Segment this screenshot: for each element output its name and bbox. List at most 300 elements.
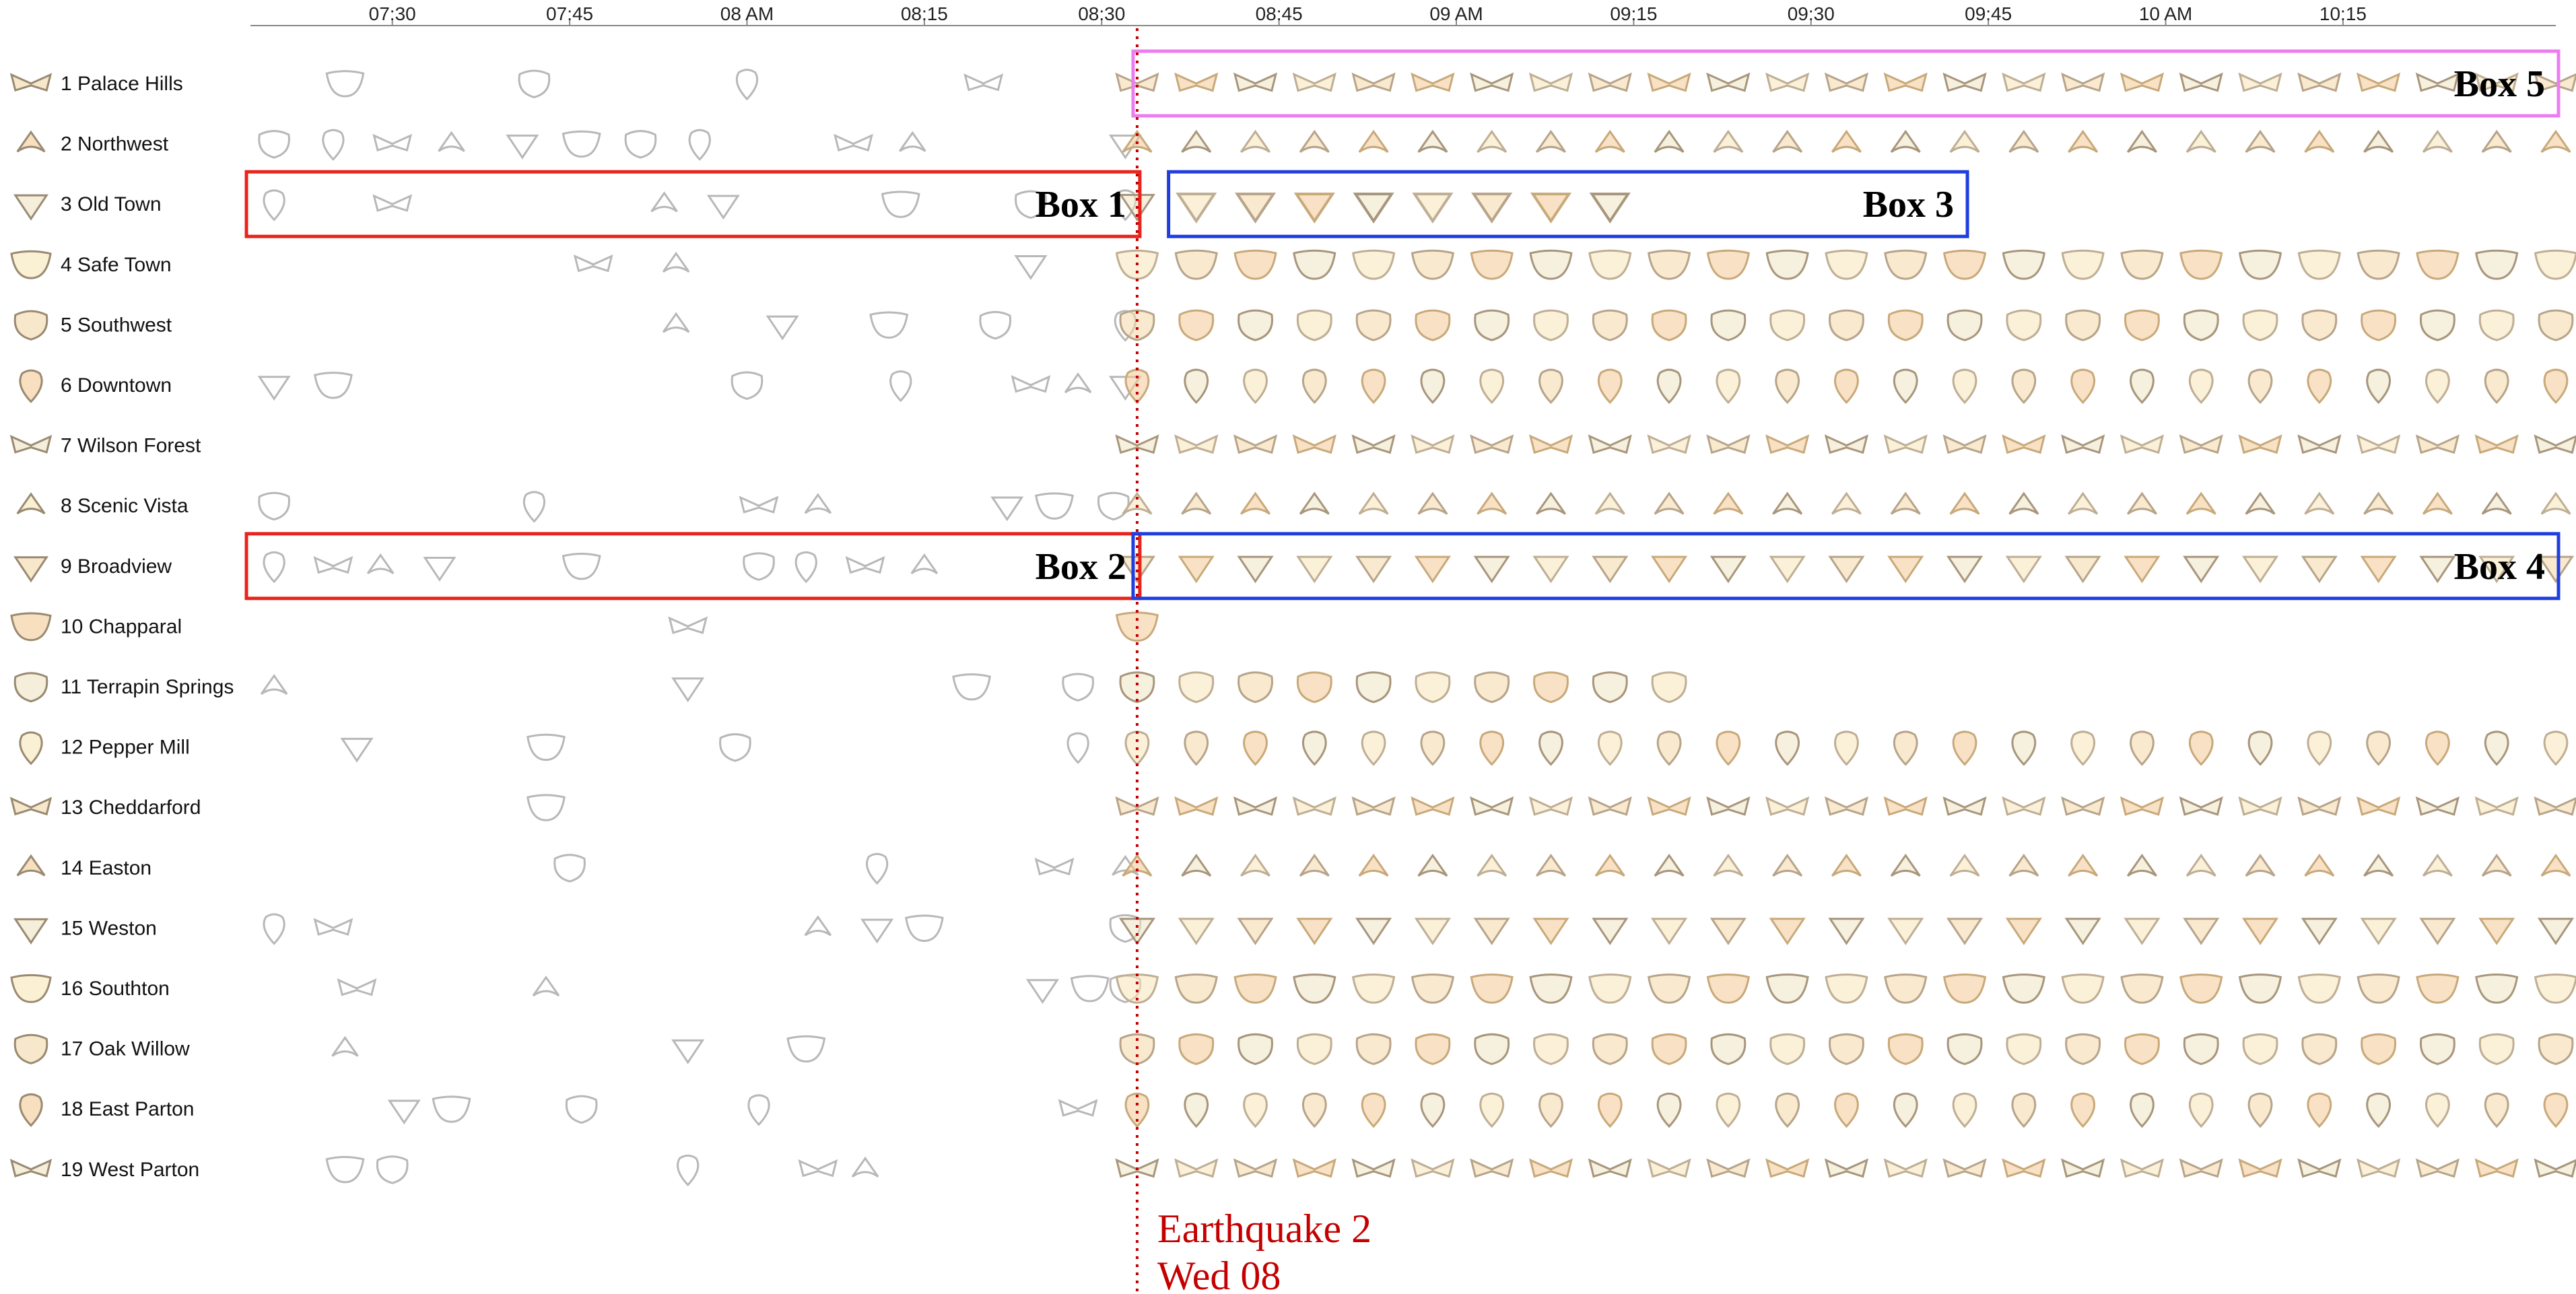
glyph-6-0838: [1185, 370, 1208, 403]
glyph-7-0843: [1235, 436, 1276, 452]
glyph-3-0908: [1533, 194, 1569, 221]
glyph-12-0928: [1776, 732, 1799, 765]
glyph-7-1008: [2240, 436, 2281, 452]
glyph-2-1033: [2542, 131, 2571, 151]
glyph-3-0853: [1355, 194, 1392, 221]
glyph-2-0809: [835, 135, 871, 150]
glyph-8-0826: [1036, 493, 1073, 518]
glyph-16-0953: [2062, 974, 2103, 1002]
glyph-9-0853: [1357, 557, 1390, 581]
glyph-6-0913: [1598, 370, 1621, 403]
glyph-6-0923: [1717, 370, 1740, 403]
glyph-8-1033: [2542, 493, 2571, 514]
glyph-13-1028: [2476, 798, 2517, 815]
glyph-18-1008: [2249, 1093, 2272, 1126]
glyph-16-1033: [2536, 974, 2576, 1002]
glyph-13-0838: [1176, 798, 1217, 815]
glyph-5-0853: [1357, 310, 1390, 340]
glyph-15-0918: [1653, 919, 1686, 943]
glyph-1-0742: [519, 71, 549, 97]
region-label: 7 Wilson Forest: [61, 434, 201, 457]
region-thumbnail-glyph: [20, 733, 42, 763]
glyph-18-1023: [2426, 1093, 2449, 1126]
glyph-6-1008: [2249, 370, 2272, 403]
glyph-8-0943: [1951, 493, 1979, 514]
glyph-18-0853: [1362, 1093, 1385, 1126]
glyph-12-1018: [2367, 732, 2390, 765]
glyph-18-0735: [433, 1097, 469, 1122]
glyph-4-0923: [1707, 250, 1749, 279]
region-thumbnail-glyph: [11, 437, 50, 452]
region-label: 3 Old Town: [61, 193, 162, 216]
region-label: 8 Scenic Vista: [61, 495, 189, 518]
glyph-6-0848: [1303, 370, 1326, 403]
glyph-12-0958: [2131, 732, 2154, 765]
glyph-18-1018: [2367, 1093, 2390, 1126]
glyph-19-0755: [678, 1155, 698, 1185]
glyph-7-0908: [1530, 436, 1571, 452]
glyph-3-0758: [709, 196, 739, 218]
glyph-9-0801: [744, 553, 774, 580]
glyph-5-1028: [2480, 310, 2513, 340]
glyph-13-1033: [2536, 798, 2576, 815]
glyph-18-1003: [2190, 1093, 2212, 1126]
glyph-16-0838: [1176, 974, 1217, 1002]
region-thumbnail-glyph: [11, 251, 50, 278]
glyph-13-0918: [1649, 798, 1690, 815]
region-thumbnail-glyph: [18, 132, 45, 151]
glyph-3-0913: [1592, 194, 1628, 221]
glyph-1-1018: [2358, 74, 2399, 90]
glyph-4-0858: [1412, 250, 1453, 279]
region-thumbnail-glyph: [18, 856, 45, 875]
glyph-9-0838: [1180, 557, 1213, 581]
glyph-17-1023: [2420, 1034, 2454, 1064]
glyph-19-0810: [852, 1158, 878, 1176]
glyph-17-0948: [2007, 1034, 2041, 1064]
glyph-2-1018: [2364, 131, 2393, 151]
glyph-16-0825: [1028, 980, 1058, 1002]
x-tick-label: 09 AM: [1429, 3, 1483, 24]
region-label: 10 Chapparal: [61, 615, 182, 638]
glyph-17-0755: [673, 1040, 703, 1062]
glyph-13-0903: [1471, 798, 1512, 815]
glyph-8-0822: [992, 498, 1022, 520]
glyph-18-0948: [2012, 1093, 2035, 1126]
glyph-19-1008: [2240, 1160, 2281, 1176]
glyph-19-0913: [1590, 1160, 1631, 1176]
glyph-15-0838: [1180, 919, 1213, 943]
glyph-19-0730: [377, 1157, 407, 1183]
glyph-6-0918: [1658, 370, 1681, 403]
region-label: 19 West Parton: [61, 1158, 200, 1181]
region-thumbnail-glyph: [15, 1035, 47, 1063]
annotation-box-label: Box 5: [2453, 63, 2545, 105]
glyph-16-0938: [1885, 974, 1926, 1002]
glyph-4-0948: [2003, 250, 2044, 279]
annotation-box: [246, 534, 1140, 599]
glyph-17-0918: [1652, 1034, 1686, 1064]
glyph-6-0813: [891, 372, 911, 401]
glyph-16-1028: [2476, 974, 2517, 1002]
glyph-17-0913: [1593, 1034, 1627, 1064]
x-tick-label: 08:45: [1255, 3, 1303, 24]
glyph-7-0858: [1412, 436, 1453, 452]
glyph-10-0755: [669, 618, 706, 633]
glyph-8-0958: [2128, 493, 2157, 514]
event-label-date: Wed 08: [1157, 1254, 1281, 1294]
glyph-19-1013: [2299, 1160, 2340, 1176]
glyph-7-1023: [2417, 436, 2458, 452]
glyph-11-0913: [1593, 673, 1627, 702]
region-thumbnail-glyph: [11, 798, 50, 814]
glyph-17-0938: [1889, 1034, 1922, 1064]
glyph-15-0806: [805, 917, 831, 935]
region-label: 11 Terrapin Springs: [61, 676, 234, 698]
glyph-1-0918: [1649, 74, 1690, 90]
glyph-3-0903: [1474, 194, 1510, 221]
glyph-7-1013: [2299, 436, 2340, 452]
x-tick-label: 10:15: [2319, 3, 2367, 24]
glyph-8-0853: [1359, 493, 1388, 514]
glyph-12-0908: [1540, 732, 1563, 765]
glyph-4-0913: [1590, 250, 1631, 279]
region-label: 16 Southton: [61, 978, 170, 1000]
glyph-9-1018: [2362, 557, 2395, 581]
glyph-12-0838: [1185, 732, 1208, 765]
glyph-6-0824: [1013, 377, 1049, 392]
x-tick-label: 08:30: [1078, 3, 1126, 24]
glyph-14-0908: [1536, 856, 1565, 876]
glyph-17-0953: [2066, 1034, 2100, 1064]
x-tick-label: 09:45: [1965, 3, 2012, 24]
region-thumbnail-glyph: [11, 613, 50, 640]
glyph-15-0815: [906, 916, 943, 941]
glyph-15-0858: [1417, 919, 1450, 943]
region-label: 15 Weston: [61, 917, 157, 940]
glyph-12-0858: [1421, 732, 1444, 765]
glyph-13-0848: [1294, 798, 1335, 815]
glyph-18-0953: [2072, 1093, 2095, 1126]
glyph-9-1008: [2244, 557, 2277, 581]
glyph-5-0821: [980, 312, 1011, 338]
glyph-6-0843: [1244, 370, 1267, 403]
glyph-16-1023: [2417, 974, 2458, 1002]
glyph-17-0958: [2125, 1034, 2159, 1064]
glyph-14-0826: [1036, 860, 1073, 875]
glyph-13-1003: [2181, 798, 2222, 815]
glyph-11-0918: [1652, 673, 1686, 702]
glyph-7-0933: [1826, 436, 1867, 452]
glyph-19-0838: [1176, 1160, 1217, 1176]
glyph-5-0918: [1652, 310, 1686, 340]
glyph-14-1003: [2187, 856, 2216, 876]
glyph-4-0958: [2122, 250, 2163, 279]
glyph-19-0848: [1294, 1160, 1335, 1176]
glyph-19-0953: [2062, 1160, 2103, 1176]
glyph-2-0913: [1596, 131, 1625, 151]
glyph-15-0913: [1594, 919, 1627, 943]
glyph-2-0735: [438, 133, 464, 151]
glyph-4-1003: [2181, 250, 2222, 279]
glyph-13-0843: [1235, 798, 1276, 815]
glyph-5-0913: [1593, 310, 1627, 340]
glyph-17-1028: [2480, 1034, 2513, 1064]
glyph-8-1003: [2187, 493, 2216, 514]
glyph-5-0953: [2066, 310, 2100, 340]
glyph-9-0933: [1830, 557, 1863, 581]
glyph-12-0918: [1658, 732, 1681, 765]
glyph-18-0923: [1717, 1093, 1740, 1126]
glyph-16-0853: [1353, 974, 1394, 1002]
glyph-6-1023: [2426, 370, 2449, 403]
glyph-7-0928: [1767, 436, 1808, 452]
glyph-17-1003: [2184, 1034, 2218, 1064]
glyph-8-0918: [1655, 493, 1684, 514]
glyph-5-0938: [1889, 310, 1922, 340]
glyph-16-0923: [1707, 974, 1749, 1002]
glyph-15-0938: [1889, 919, 1922, 943]
glyph-18-1013: [2308, 1093, 2331, 1126]
glyph-12-0828: [1068, 733, 1088, 763]
region-label: 4 Safe Town: [61, 253, 172, 276]
glyph-12-0843: [1244, 732, 1267, 765]
glyph-15-0811: [862, 920, 892, 942]
region-label: 12 Pepper Mill: [61, 736, 190, 759]
glyph-8-1008: [2246, 493, 2275, 514]
glyph-16-0913: [1590, 974, 1631, 1002]
glyph-5-1018: [2362, 310, 2396, 340]
glyph-1-0843: [1235, 74, 1276, 90]
glyph-9-0805: [796, 552, 816, 582]
glyph-18-0848: [1303, 1093, 1326, 1126]
glyph-2-1003: [2187, 131, 2216, 151]
glyph-1-0726: [327, 71, 363, 96]
glyph-7-0938: [1885, 436, 1926, 452]
glyph-11-0755: [673, 679, 703, 701]
glyph-3-0838: [1178, 194, 1215, 221]
glyph-4-0853: [1353, 250, 1394, 279]
annotation-box-label: Box 1: [1035, 184, 1126, 226]
glyph-4-0928: [1767, 250, 1808, 279]
glyph-2-0756: [689, 130, 710, 160]
glyph-2-0953: [2068, 131, 2097, 151]
glyph-9-0903: [1475, 557, 1508, 581]
glyph-15-0928: [1771, 919, 1804, 943]
glyph-5-0933: [1830, 310, 1864, 340]
glyph-18-0838: [1185, 1093, 1208, 1126]
glyph-1-0848: [1294, 74, 1335, 90]
glyph-11-0828: [1063, 674, 1093, 700]
glyph-9-0720: [264, 552, 284, 582]
glyph-18-0908: [1540, 1093, 1563, 1126]
glyph-5-1033: [2539, 310, 2573, 340]
region-legend: [11, 73, 234, 1181]
glyph-12-1028: [2485, 732, 2508, 765]
glyph-17-1008: [2243, 1034, 2277, 1064]
glyph-2-0751: [625, 131, 656, 158]
glyph-8-0742: [524, 492, 544, 522]
glyph-3-0720: [264, 191, 284, 220]
glyph-7-0948: [2003, 436, 2044, 452]
glyph-17-0726: [332, 1037, 358, 1056]
glyph-19-1023: [2417, 1160, 2458, 1176]
glyph-2-0853: [1359, 131, 1388, 151]
glyph-1-0928: [1767, 74, 1808, 90]
glyph-7-0923: [1707, 436, 1749, 452]
glyph-13-1008: [2240, 798, 2281, 815]
glyph-9-0810: [847, 558, 883, 573]
glyph-17-0908: [1534, 1034, 1568, 1064]
glyph-19-0908: [1530, 1160, 1571, 1176]
glyph-18-0938: [1894, 1093, 1917, 1126]
glyph-8-1018: [2364, 493, 2393, 514]
glyph-7-1028: [2476, 436, 2517, 452]
glyph-15-1003: [2185, 919, 2218, 943]
glyph-9-0913: [1594, 557, 1627, 581]
annotation-box: [1169, 172, 1967, 236]
glyph-14-0943: [1951, 856, 1979, 876]
glyph-5-1008: [2243, 310, 2277, 340]
region-label: 13 Cheddarford: [61, 796, 201, 819]
glyph-4-0903: [1471, 250, 1512, 279]
glyph-9-0815: [912, 555, 937, 573]
glyph-8-0858: [1419, 493, 1448, 514]
glyph-14-0923: [1714, 856, 1743, 876]
glyph-15-1028: [2480, 919, 2513, 943]
glyph-6-1003: [2190, 370, 2212, 403]
annotation-box: [246, 172, 1140, 236]
glyph-9-1003: [2185, 557, 2218, 581]
glyph-9-0918: [1653, 557, 1686, 581]
glyph-17-0853: [1357, 1034, 1390, 1064]
glyph-4-0938: [1885, 250, 1926, 279]
glyph-19-0958: [2122, 1160, 2163, 1176]
glyph-3-0813: [883, 192, 919, 217]
glyph-17-1013: [2303, 1034, 2336, 1064]
glyph-9-1023: [2421, 557, 2454, 581]
region-thumbnail-glyph: [15, 919, 46, 943]
glyph-9-0948: [2008, 557, 2041, 581]
glyph-8-0948: [2010, 493, 2039, 514]
glyph-4-0953: [2062, 250, 2103, 279]
glyph-12-0913: [1598, 732, 1621, 765]
region-thumbnail-glyph: [15, 311, 47, 339]
glyph-17-0933: [1830, 1034, 1864, 1064]
glyph-2-0725: [323, 130, 343, 160]
glyph-2-1028: [2482, 131, 2511, 151]
x-tick-label: 08 AM: [720, 3, 774, 24]
glyph-12-0848: [1303, 732, 1326, 765]
glyph-2-0720: [259, 131, 290, 158]
glyph-6-0903: [1481, 370, 1503, 403]
glyph-7-1018: [2358, 436, 2399, 452]
glyph-15-0853: [1357, 919, 1390, 943]
glyph-7-0913: [1590, 436, 1631, 452]
glyph-11-0848: [1297, 673, 1331, 702]
glyph-1-1003: [2181, 74, 2222, 90]
region-thumbnail-glyph: [18, 494, 45, 514]
glyph-12-0933: [1835, 732, 1858, 765]
x-tick-label: 10 AM: [2138, 3, 2193, 24]
glyph-2-0933: [1832, 131, 1861, 151]
glyph-4-0747: [575, 257, 611, 271]
glyph-16-0958: [2122, 974, 2163, 1002]
glyph-6-0828: [1065, 374, 1091, 393]
glyph-11-0858: [1416, 673, 1450, 702]
glyph-19-0928: [1767, 1160, 1808, 1176]
glyph-18-0933: [1835, 1093, 1858, 1126]
glyph-8-0923: [1714, 493, 1743, 514]
glyph-6-0928: [1776, 370, 1799, 403]
glyph-5-0908: [1534, 310, 1568, 340]
region-label: 9 Broadview: [61, 555, 172, 578]
glyph-8-0720: [259, 493, 290, 519]
glyph-7-0958: [2122, 436, 2163, 452]
glyph-2-0730: [374, 135, 411, 150]
glyph-14-0958: [2128, 856, 2157, 876]
glyph-2-0918: [1655, 131, 1684, 151]
glyph-2-1023: [2423, 131, 2452, 151]
region-thumbnail-glyph: [20, 1094, 42, 1125]
glyph-12-0853: [1362, 732, 1385, 765]
glyph-19-0918: [1649, 1160, 1690, 1176]
glyph-1-0953: [2062, 74, 2103, 90]
glyph-17-0928: [1771, 1034, 1804, 1064]
annotation-box-label: Box 3: [1862, 184, 1955, 226]
glyph-8-0928: [1773, 493, 1802, 514]
glyph-9-0729: [368, 555, 393, 573]
glyph-1-0853: [1353, 74, 1394, 90]
glyph-18-0746: [566, 1096, 597, 1122]
glyph-16-0743: [533, 978, 559, 996]
glyph-12-0943: [1953, 732, 1976, 765]
glyph-15-0725: [315, 920, 351, 934]
glyph-19-0726: [327, 1157, 363, 1182]
glyph-1-0933: [1826, 74, 1867, 90]
glyph-8-0801: [741, 498, 777, 512]
glyph-14-0918: [1655, 856, 1684, 876]
glyph-2-0948: [2010, 131, 2039, 151]
glyph-18-0828: [1060, 1101, 1096, 1116]
glyph-13-0913: [1590, 798, 1631, 815]
glyph-4-0754: [663, 253, 689, 271]
glyph-6-0858: [1421, 370, 1444, 403]
glyph-15-0953: [2066, 919, 2099, 943]
glyph-2-0838: [1182, 131, 1211, 151]
glyph-18-0801: [749, 1095, 769, 1125]
glyph-18-0858: [1421, 1093, 1444, 1126]
glyph-16-0727: [339, 980, 375, 995]
glyph-12-0743: [528, 735, 564, 759]
glyph-9-0953: [2066, 557, 2099, 581]
region-thumbnail-glyph: [11, 75, 50, 90]
glyph-1-0800: [737, 70, 757, 100]
glyph-19-0923: [1707, 1160, 1749, 1176]
glyph-5-0903: [1475, 310, 1509, 340]
glyph-13-0938: [1885, 798, 1926, 815]
x-tick-label: 09:15: [1610, 3, 1658, 24]
glyph-5-0923: [1711, 310, 1745, 340]
glyph-13-0953: [2062, 798, 2103, 815]
glyph-4-1033: [2536, 250, 2576, 279]
glyph-14-1018: [2364, 856, 2393, 876]
glyph-13-0948: [2003, 798, 2044, 815]
glyph-8-0938: [1891, 493, 1920, 514]
glyph-2-1013: [2305, 131, 2334, 151]
glyph-14-0838: [1182, 856, 1211, 876]
glyph-17-0848: [1297, 1034, 1331, 1064]
